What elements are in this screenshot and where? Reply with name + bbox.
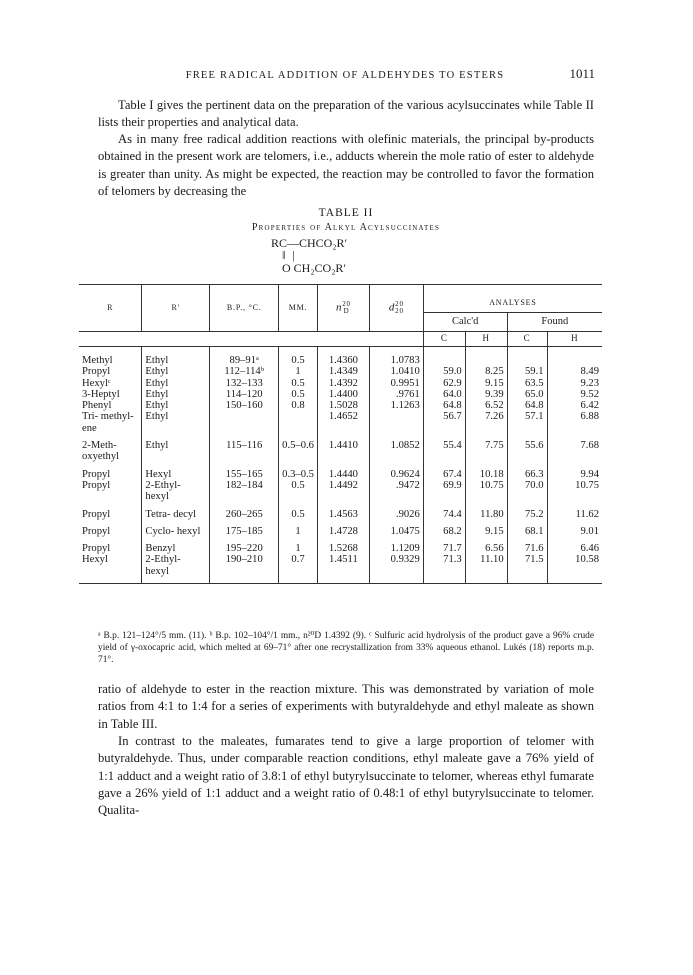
d-symbol: d: [388, 301, 396, 314]
cell-density: 0.9329: [369, 554, 423, 583]
cell-bp: 260–265: [210, 503, 279, 520]
cell-calcd-c: 56.7: [423, 411, 465, 434]
table-caption: Properties of Alkyl Acylsuccinates: [251, 222, 441, 233]
cell-mm: 0.3–0.5: [279, 463, 318, 480]
cell-refractive-index: 1.4728: [317, 520, 369, 537]
cell-calcd-c: [423, 347, 465, 367]
cell-bp: 114–120: [210, 389, 279, 400]
cell-calcd-h: 9.15: [465, 520, 507, 537]
cell-mm: 0.5: [279, 480, 318, 503]
cell-r: Propyl: [82, 479, 111, 491]
d-superscript: 20: [395, 300, 404, 308]
table-row: [79, 347, 602, 367]
d-subscript: 20: [395, 307, 404, 315]
cell-calcd-c: 64.0: [423, 389, 465, 400]
cell-found-h: 9.52: [547, 389, 602, 400]
cell-found-c: 64.8: [507, 400, 547, 411]
cell-r-prime: Ethyl: [142, 347, 210, 367]
cell-mm: 0.5–0.6: [279, 434, 318, 463]
header-bp: B.P., °C.: [210, 285, 279, 332]
cell-calcd-c: 71.3: [423, 554, 465, 583]
cell-r-prime: 2-Ethyl- hexyl: [142, 554, 210, 583]
running-head: FREE RADICAL ADDITION OF ALDEHYDES TO ESTERS: [185, 70, 505, 81]
cell-bp: 175–185: [210, 520, 279, 537]
paragraph-table-intro: Table I gives the pertinent data on the preparation of the various acylsuccinates while Table II lists their properties and analytical data.: [98, 98, 594, 130]
cell-refractive-index: 1.5028: [317, 400, 369, 411]
cell-found-c: 70.0: [507, 480, 547, 503]
cell-calcd-h: 7.26: [465, 411, 507, 434]
structural-formula-bonds: ‖ |: [282, 248, 297, 262]
header-calcd-h: H: [465, 332, 507, 347]
cell-found-c: 63.5: [507, 378, 547, 389]
cell-found-h: 8.49: [547, 366, 602, 377]
cell-calcd-h: 10.18: [465, 463, 507, 480]
cell-found-c: 57.1: [507, 411, 547, 434]
cell-refractive-index: 1.4511: [317, 554, 369, 583]
cell-density: 0.9951: [369, 378, 423, 389]
cell-found-c: 75.2: [507, 503, 547, 520]
paragraph-telomers: As in many free radical addition reactions with olefinic materials, the principal by-products obtained in the present work are telomers, i.e., adducts wherein the mole ratio of ester to aldehyde is greater than unity. As might be expected, the reaction may be controlled to favor the formation of telomers by decreasing the: [98, 132, 594, 198]
cell-r: Phenyl: [82, 400, 112, 412]
cell-bp: 190–210: [210, 554, 279, 583]
cell-mm: 0.5: [279, 389, 318, 400]
cell-r-prime: Cyclo- hexyl: [142, 520, 210, 537]
cell-found-c: [507, 347, 547, 367]
cell-r-prime: Ethyl: [142, 411, 210, 434]
cell-r: 2-Meth- oxyethyl: [82, 440, 120, 463]
page-number: 1011: [569, 66, 595, 81]
properties-table: [79, 284, 602, 584]
cell-bp: 155–165: [210, 463, 279, 480]
nd-superscript: 20: [342, 300, 351, 308]
cell-calcd-c: 64.8: [423, 400, 465, 411]
cell-r-prime: 2-Ethyl- hexyl: [142, 480, 210, 503]
cell-r: Propyl: [82, 525, 111, 537]
cell-density: [369, 411, 423, 434]
cell-bp: [210, 411, 279, 434]
structural-formula-line2: O CH₂CO₂R′: [282, 261, 347, 275]
cell-found-h: [547, 347, 602, 367]
cell-found-h: 11.62: [547, 503, 602, 520]
header-mm: MM.: [279, 285, 318, 332]
cell-found-h: 6.42: [547, 400, 602, 411]
cell-refractive-index: 1.4652: [317, 411, 369, 434]
cell-found-c: 71.5: [507, 554, 547, 583]
header-r-prime: R′: [142, 285, 210, 332]
cell-found-h: 9.23: [547, 378, 602, 389]
cell-calcd-h: [465, 347, 507, 367]
cell-refractive-index: 1.4360: [317, 347, 369, 367]
cell-calcd-h: 9.15: [465, 378, 507, 389]
cell-mm: 0.5: [279, 503, 318, 520]
table-row: [79, 537, 602, 554]
cell-r: Propyl: [82, 468, 111, 480]
cell-mm: 1: [279, 520, 318, 537]
cell-calcd-h: 7.75: [465, 434, 507, 463]
table-title: TABLE II: [318, 207, 374, 219]
cell-refractive-index: 1.5268: [317, 537, 369, 554]
cell-mm: 0.7: [279, 554, 318, 583]
cell-mm: 0.5: [279, 378, 318, 389]
analyses-label: ANALYSES: [424, 297, 602, 313]
cell-found-h: 9.94: [547, 463, 602, 480]
cell-r: Hexyl: [79, 554, 142, 583]
table-row: [79, 554, 602, 583]
cell-r: Hexylᶜ: [82, 377, 111, 389]
cell-refractive-index: 1.4563: [317, 503, 369, 520]
cell-refractive-index: 1.4400: [317, 389, 369, 400]
cell-density: 1.0410: [369, 366, 423, 377]
table-row: [79, 400, 602, 411]
table-row: [79, 411, 602, 434]
cell-mm: 0.8: [279, 400, 318, 411]
header-found: Found: [507, 313, 602, 332]
cell-r: Methyl: [82, 355, 113, 366]
cell-density: 1.0783: [369, 347, 423, 367]
cell-refractive-index: 1.4392: [317, 378, 369, 389]
cell-calcd-c: 69.9: [423, 480, 465, 503]
cell-calcd-h: 11.10: [465, 554, 507, 583]
cell-calcd-c: 68.2: [423, 520, 465, 537]
header-found-h: H: [547, 332, 602, 347]
cell-r-prime: Hexyl: [142, 463, 210, 480]
cell-r-prime: Ethyl: [142, 389, 210, 400]
table-footnote: ᵃ B.p. 121–124°/5 mm. (11). ᵇ B.p. 102–104°/1 mm., n²⁰D 1.4392 (9). ᶜ Sulfuric acid hydrolysis of the product gave a 96% crude yield of γ-oxocapric acid, which melted at 69–71° after one recrystallization from 33% aqueous ethanol. Lukés (18) reports m.p. 71°.: [98, 631, 594, 665]
cell-r: Propyl: [82, 508, 111, 520]
table-row: [79, 480, 602, 503]
table-row: [79, 520, 602, 537]
table-row: [79, 463, 602, 480]
cell-density: 0.9624: [369, 463, 423, 480]
cell-calcd-c: 62.9: [423, 378, 465, 389]
cell-bp: 115–116: [210, 434, 279, 463]
header-analyses: [423, 285, 602, 314]
cell-found-c: 68.1: [507, 520, 547, 537]
structural-formula-line1: RC—CHCO₂R′: [271, 236, 348, 250]
cell-bp: 112–114ᵇ: [210, 366, 279, 377]
cell-refractive-index: 1.4410: [317, 434, 369, 463]
cell-calcd-c: 59.0: [423, 366, 465, 377]
cell-found-c: 71.6: [507, 537, 547, 554]
header-calcd-c: C: [423, 332, 465, 347]
header-calcd: Calc'd: [423, 313, 507, 332]
cell-r-prime: Ethyl: [142, 366, 210, 377]
table-row: [79, 378, 602, 389]
header-found-c: C: [507, 332, 547, 347]
cell-r-prime: Benzyl: [142, 537, 210, 554]
cell-found-h: 6.46: [547, 537, 602, 554]
cell-refractive-index: 1.4492: [317, 480, 369, 503]
cell-density: 1.1263: [369, 400, 423, 411]
cell-r: 3-Heptyl: [82, 388, 120, 400]
cell-calcd-c: 55.4: [423, 434, 465, 463]
cell-calcd-h: 6.52: [465, 400, 507, 411]
cell-r-prime: Ethyl: [142, 434, 210, 463]
cell-refractive-index: 1.4349: [317, 366, 369, 377]
cell-r-prime: Ethyl: [142, 400, 210, 411]
cell-found-h: 7.68: [547, 434, 602, 463]
table-row: [79, 503, 602, 520]
cell-calcd-h: 11.80: [465, 503, 507, 520]
cell-found-h: 9.01: [547, 520, 602, 537]
paragraph-mole-ratio: ratio of aldehyde to ester in the reaction mixture. This was demonstrated by variation of mole ratios from 4:1 to 1:4 for a series of experiments with butyraldehyde and ethyl maleate as shown in Table III.: [98, 682, 594, 731]
nd-subscript: D: [343, 307, 350, 315]
paragraph-fumarates: In contrast to the maleates, fumarates tend to give a large proportion of telomer with butyraldehyde. Thus, under comparable reaction conditions, ethyl maleate gave a 76% yield of 1:1 adduct and a weight ratio of 3.8:1 of ethyl butyrylsuccinate to telomer, whereas ethyl fumarate gave a 26% yield of 1:1 adduct and a weight ratio of 0.48:1 of ethyl butyrylsuccinate to telomer. Qualita-: [98, 734, 594, 818]
header-refractive-index: [317, 285, 369, 332]
cell-calcd-h: 9.39: [465, 389, 507, 400]
cell-calcd-h: 6.56: [465, 537, 507, 554]
cell-bp: 182–184: [210, 480, 279, 503]
cell-bp: 89–91ᵃ: [210, 347, 279, 367]
cell-refractive-index: 1.4440: [317, 463, 369, 480]
cell-mm: 1: [279, 366, 318, 377]
cell-density: 1.0852: [369, 434, 423, 463]
header-density: [369, 285, 423, 332]
cell-found-c: 55.6: [507, 434, 547, 463]
cell-mm: [279, 411, 318, 434]
cell-r-prime: Tetra- decyl: [142, 503, 210, 520]
cell-found-h: 10.75: [547, 480, 602, 503]
cell-calcd-c: 67.4: [423, 463, 465, 480]
cell-calcd-c: 74.4: [423, 503, 465, 520]
cell-calcd-c: 71.7: [423, 537, 465, 554]
header-r: R: [79, 285, 142, 332]
cell-r: Propyl: [82, 366, 111, 378]
table-row: [79, 389, 602, 400]
cell-bp: 195–220: [210, 537, 279, 554]
cell-r: Tri- methyl- ene: [82, 411, 134, 434]
cell-found-c: 66.3: [507, 463, 547, 480]
cell-density: 1.1209: [369, 537, 423, 554]
cell-calcd-h: 10.75: [465, 480, 507, 503]
cell-found-c: 65.0: [507, 389, 547, 400]
cell-found-h: 6.88: [547, 411, 602, 434]
cell-bp: 132–133: [210, 378, 279, 389]
table-row: [79, 434, 602, 463]
cell-found-c: 59.1: [507, 366, 547, 377]
nd-symbol: n: [335, 301, 343, 314]
cell-mm: 1: [279, 537, 318, 554]
cell-density: .9472: [369, 480, 423, 503]
cell-bp: 150–160: [210, 400, 279, 411]
cell-r: Propyl: [82, 543, 111, 555]
cell-density: 1.0475: [369, 520, 423, 537]
table-row: [79, 366, 602, 377]
cell-calcd-h: 8.25: [465, 366, 507, 377]
cell-r-prime: Ethyl: [142, 378, 210, 389]
cell-found-h: 10.58: [547, 554, 602, 583]
cell-density: .9761: [369, 389, 423, 400]
cell-mm: 0.5: [279, 347, 318, 367]
cell-density: .9026: [369, 503, 423, 520]
